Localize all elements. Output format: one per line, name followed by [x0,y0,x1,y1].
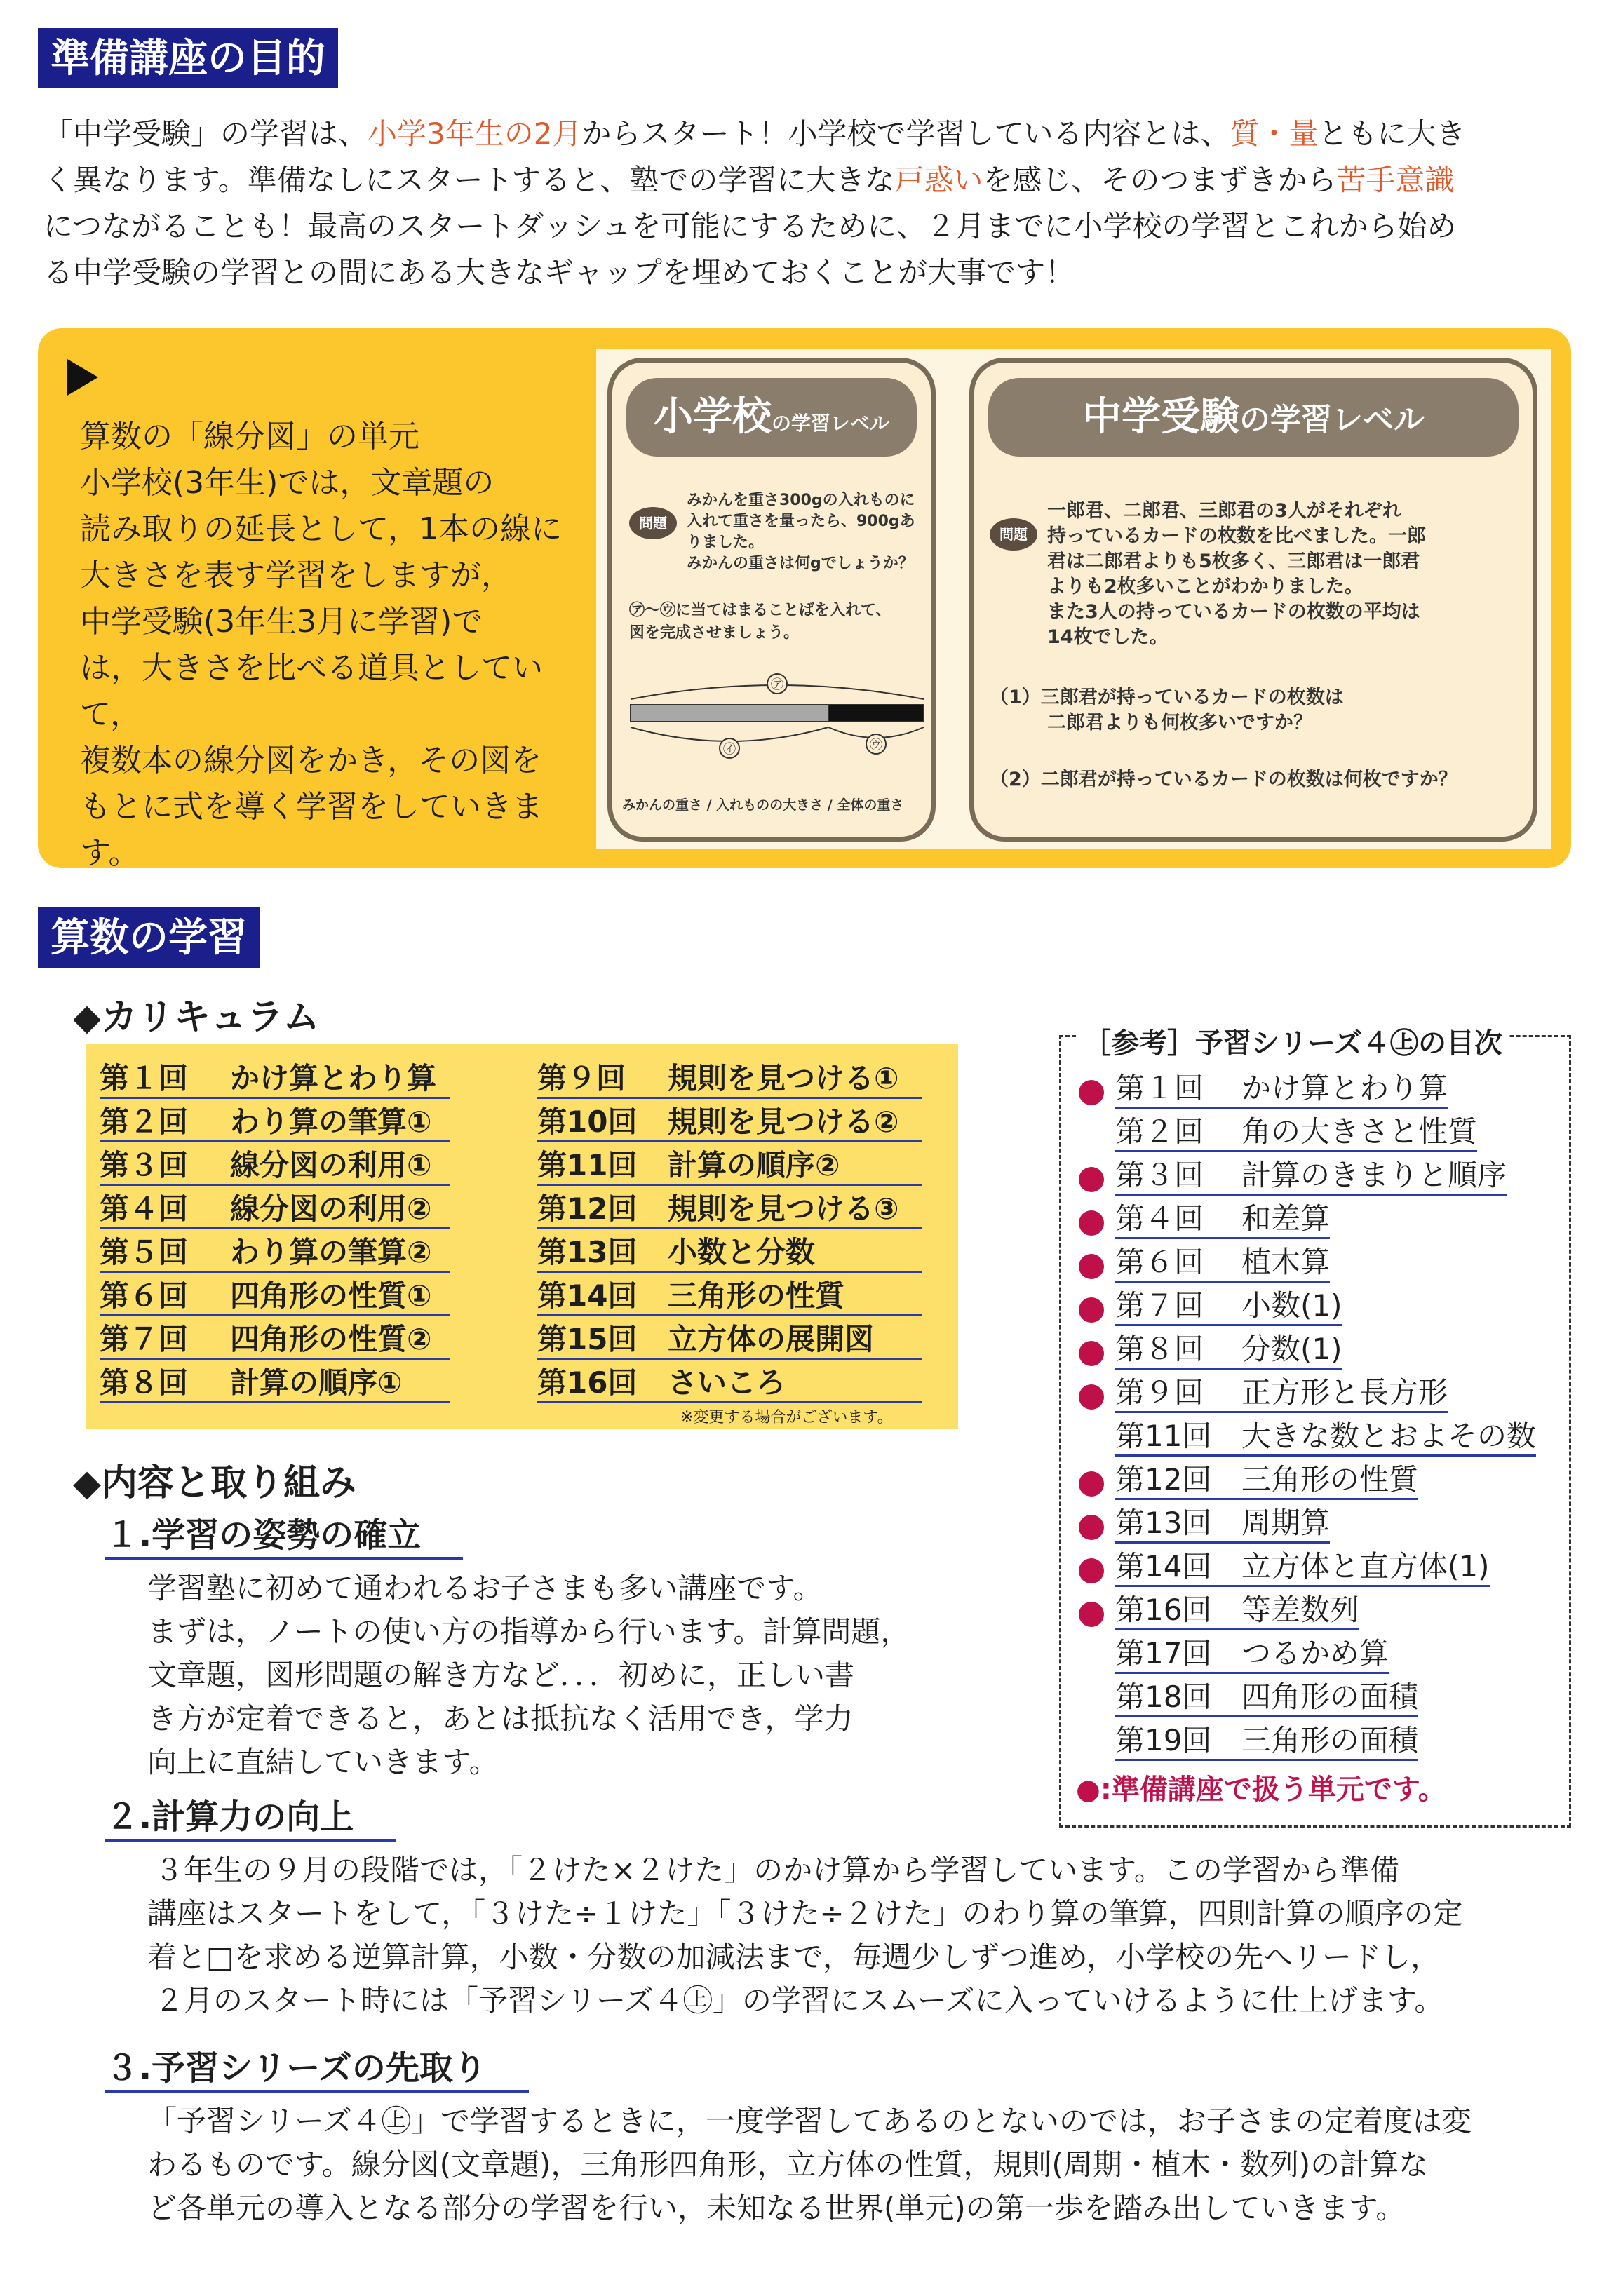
intro-line-2 [43,157,1551,203]
curr-num: 第４回 [100,1191,189,1226]
curr-title: わり算の筆算① [230,1105,432,1139]
intro-text: ともに大き [1318,116,1466,151]
reference-item [1115,1244,1330,1283]
ref-num: 第14回 [1115,1549,1212,1583]
curriculum-item [100,1104,450,1142]
elementary-instruction [629,600,891,644]
ref-num: 第12回 [1115,1462,1212,1497]
intro-paragraph [43,111,1551,296]
question-badge: 問題 [990,518,1037,551]
curr-title: 計算の順序② [668,1148,840,1182]
curr-num: 第10回 [537,1105,638,1139]
ref-title: 等差数列 [1241,1593,1360,1627]
ref-title: 和差算 [1241,1201,1331,1236]
reference-note: ●:準備講座で扱う単元です。 [1076,1774,1446,1806]
text-line: 文章題，図形問題の解き方など．．．初めに，正しい書 [147,1658,855,1692]
panel-line: 読み取りの延長として，1本の線に [80,511,563,547]
curriculum-item [100,1191,450,1229]
text-line: 学習塾に初めて通われるお子さまも多い講座です。 [147,1571,823,1605]
exam-question [1047,499,1426,650]
reference-item [1115,1679,1418,1717]
curr-title: 規則を見つける② [668,1105,899,1139]
curr-title: 規則を見つける③ [668,1191,899,1226]
red-dot-icon [1079,1602,1104,1627]
elementary-question [687,490,915,574]
calculation-text [147,1849,1578,2022]
text-line: わるものです。線分図(文章題)，三角形四角形，立方体の性質，規則(周期・植木・数列)の計算な [147,2147,1429,2182]
curr-num: 第８回 [100,1365,189,1400]
title-small: の学習レベル [1239,402,1425,438]
ref-num: 第６回 [1115,1245,1204,1279]
exam-level-card [969,358,1537,842]
exam-level-title [988,378,1519,457]
heading-text: 算数の学習 [51,915,247,961]
ref-num: 第９回 [1115,1375,1204,1410]
ref-title: つるかめ算 [1241,1636,1389,1670]
panel-line: 算数の「線分図」の単元 [80,419,419,454]
curr-num: 第２回 [100,1105,189,1139]
q-line: みかんを重さ300gの入れものに [687,492,915,509]
curr-num: 第９回 [537,1061,626,1095]
curr-title: 四角形の性質① [230,1278,432,1313]
text-line: ど各単元の導入となる部分の学習を行い，未知なる世界(単元)の第一歩を踏み出していきます。 [147,2191,1406,2225]
red-dot-icon [1079,1471,1104,1497]
reference-item [1115,1722,1418,1761]
segment-container [631,705,828,722]
intro-text: からスタート！小学校で学習している内容とは、 [581,116,1230,151]
content-title: ◆内容と取り組み [73,1462,356,1504]
ref-title: 角の大きさと性質 [1241,1114,1478,1149]
red-dot-icon [1079,1080,1104,1105]
curr-title: 小数と分数 [668,1235,816,1269]
reference-item [1115,1505,1330,1544]
exam-subquestion-2: （2）二郎君が持っているカードの枚数は何枚ですか？ [990,769,1457,790]
play-triangle-icon [67,359,98,396]
ref-num: 第13回 [1115,1506,1212,1540]
attitude-text [147,1567,1045,1784]
segment-mikan [828,705,924,722]
intro-highlight: 小学3年生の2月 [368,116,582,151]
title-main: 中学受験 [1082,394,1239,440]
q-line: 持っているカードの枚数を比べました。一郎 [1047,525,1426,547]
ref-title: 立方体と直方体(1) [1241,1549,1490,1583]
ref-title: 小数(1) [1241,1288,1342,1323]
reference-item [1115,1418,1536,1457]
red-dot-icon [1079,1254,1104,1279]
curr-title: 計算の順序① [230,1365,403,1400]
panel-line: 複数本の線分図をかき，その図を [80,743,542,778]
intro-text: を感じ、そのつまずきから [983,163,1337,197]
intro-text: く異なります。準備なしにスタートすると、塾での学習に大きな [43,163,895,197]
curriculum-item [100,1321,450,1360]
curriculum-title: ◆カリキュラム [73,997,320,1039]
curriculum-item [537,1321,922,1360]
curr-num: 第11回 [537,1148,638,1182]
panel-line: 中学受験(3年生3月に学習)で [80,604,483,640]
ref-num: 第18回 [1115,1680,1212,1714]
reference-item [1115,1461,1418,1500]
curr-num: 第３回 [100,1148,189,1182]
ref-title: 分数(1) [1241,1332,1342,1366]
curr-title: わり算の筆算② [230,1235,432,1269]
q-line: よりも2枚多いことがわかりました。 [1047,576,1364,597]
q1-line: 二郎君よりも何枚多いですか？ [1047,712,1312,734]
reference-item [1115,1288,1342,1326]
ref-title: かけ算とわり算 [1241,1071,1448,1105]
text-line: 講座はスタートをして，「３けた÷１けた」「３けた÷２けた」のわり算の筆算，四則計算の順序の定 [147,1896,1463,1931]
curr-num: 第15回 [537,1322,638,1356]
intro-highlight: 質・量 [1230,116,1319,151]
ref-num: 第４回 [1115,1201,1204,1236]
section-heading-purpose [38,28,338,88]
reference-item [1115,1635,1389,1674]
label-b: ㋑ [723,742,736,757]
curr-title: 四角形の性質② [230,1322,432,1356]
ref-title: 植木算 [1241,1245,1331,1279]
ref-title: 周期算 [1241,1506,1331,1540]
ref-num: 第17回 [1115,1636,1212,1670]
panel-description [80,414,585,877]
curr-num: 第16回 [537,1365,638,1400]
red-dot-icon [1079,1341,1104,1366]
text-line: 「予習シリーズ４㊤」で学習するときに，一度学習してあるのとないのでは，お子さまの定着度は変 [147,2104,1472,2138]
title-small: の学習レベル [771,412,889,435]
segment-diagram [626,671,928,769]
reference-item [1115,1070,1448,1109]
q-line: 入れて重さを量ったら、900gあ [687,513,915,530]
reference-item [1115,1592,1359,1630]
curr-title: 線分図の利用① [230,1148,432,1182]
ref-title: 三角形の面積 [1241,1723,1419,1757]
curriculum-item [537,1191,922,1229]
elementary-level-title [626,378,917,457]
text-line: まずは，ノートの使い方の指導から行います。計算問題， [147,1614,910,1649]
question-badge: 問題 [629,507,677,539]
exam-subquestion-1 [990,685,1344,736]
curriculum-item [537,1278,922,1316]
diagram-caption: みかんの重さ / 入れものの大きさ / 全体の重さ [622,797,904,813]
q-line: りました。 [687,534,765,551]
curr-title: かけ算とわり算 [230,1061,437,1095]
curr-num: 第12回 [537,1191,638,1226]
curr-title: 三角形の性質 [668,1278,845,1313]
curriculum-item [100,1365,450,1403]
q1-line: （1）三郎君が持っているカードの枚数は [990,687,1344,708]
text-line: 向上に直結していきます。 [147,1745,499,1779]
curriculum-item [100,1278,450,1316]
curr-title: 規則を見つける① [668,1061,899,1095]
comparison-image [596,349,1551,849]
section-title-preview: ３.予習シリーズの先取り [105,2046,529,2093]
preview-text [147,2100,1578,2230]
curriculum-item [537,1147,922,1186]
red-dot-icon [1079,1210,1104,1236]
ref-num: 第19回 [1115,1723,1212,1757]
inst-line: ㋐～㋒に当てはまることばを入れて、 [629,602,891,619]
curriculum-item [537,1234,922,1273]
curriculum-item [537,1365,922,1403]
ref-title: 三角形の性質 [1241,1462,1419,1497]
title-main: 小学校 [653,394,772,440]
curr-num: 第５回 [100,1235,189,1269]
curr-num: 第14回 [537,1278,638,1313]
curriculum-item [537,1104,922,1142]
curriculum-item [100,1147,450,1186]
curr-num: 第７回 [100,1322,189,1356]
panel-line: 小学校(3年生)では，文章題の [80,465,494,501]
panel-line: 大きさを表す学習をしますが， [80,558,512,593]
q-line: 14枚でした。 [1047,626,1169,648]
ref-num: 第11回 [1115,1419,1212,1453]
ref-title: 正方形と長方形 [1241,1375,1448,1410]
red-dot-icon [1079,1167,1104,1192]
ref-title: 計算のきまりと順序 [1241,1158,1507,1192]
text-line: ３年生の９月の段階では，「２けた×２けた」のかけ算から学習しています。この学習から準備 [154,1853,1399,1887]
ref-title: 四角形の面積 [1241,1680,1419,1714]
ref-num: 第３回 [1115,1158,1204,1192]
red-dot-icon [1079,1384,1104,1410]
ref-num: 第１回 [1115,1071,1204,1105]
reference-item [1115,1331,1342,1370]
curriculum-item [100,1060,450,1099]
panel-line: は，大きさを比べる道具としていて， [80,650,543,732]
intro-highlight: 戸惑い [894,163,983,197]
ref-num: 第16回 [1115,1593,1212,1627]
reference-item [1115,1114,1477,1152]
section-title-attitude: １.学習の姿勢の確立 [105,1513,463,1560]
inst-line: 図を完成させましょう。 [629,624,800,642]
text-line: き方が定着できると，あとは抵抗なく活用でき，学力 [147,1701,854,1736]
elementary-level-card [607,358,936,842]
intro-line-3: につながることも！最高のスタートダッシュを可能にするために、２月までに小学校の学習とこれから始め [43,209,1457,243]
section-title-calculation: ２.計算力の向上 [105,1795,396,1842]
curr-num: 第１回 [100,1061,189,1095]
curriculum-item [100,1234,450,1273]
q-line: みかんの重さは何gでしょうか？ [687,555,914,572]
curr-title: 立方体の展開図 [668,1322,875,1356]
reference-item [1115,1157,1507,1196]
intro-highlight: 苦手意識 [1336,163,1455,197]
curriculum-note: ※変更する場合がございます。 [680,1409,893,1426]
curr-num: 第６回 [100,1278,189,1313]
text-line: ２月のスタート時には「予習シリーズ４㊤」の学習にスムーズに入っていけるように仕上げます。 [154,1983,1444,2018]
curr-num: 第13回 [537,1235,638,1269]
red-dot-icon [1079,1297,1104,1323]
ref-title: 大きな数とおよその数 [1241,1419,1537,1453]
reference-item [1115,1548,1490,1587]
label-a: ㋐ [771,677,783,692]
ref-num: 第２回 [1115,1114,1204,1149]
reference-item [1115,1375,1448,1413]
ref-num: 第８回 [1115,1332,1204,1366]
curr-title: さいころ [668,1365,786,1400]
ref-num: 第７回 [1115,1288,1204,1323]
intro-line-1 [43,111,1551,157]
panel-line: もとに式を導く学習をしていきます。 [80,789,543,871]
reference-title: ［参考］予習シリーズ４㊤の目次 [1076,1021,1509,1061]
text-line: 着と□を求める逆算計算，小数・分数の加減法まで，毎週少しずつ進め，小学校の先へリードし， [147,1940,1441,1974]
section-heading-math [38,907,260,968]
q-line: また3人の持っているカードの枚数の平均は [1047,601,1420,623]
reference-item [1115,1201,1330,1239]
q-line: 一郎君、二郎君、三郎君の3人がそれぞれ [1047,500,1401,522]
heading-text: 準備講座の目的 [51,36,325,81]
label-c: ㋒ [870,738,882,752]
q-line: 君は二郎君よりも5枚多く、三郎君は一郎君 [1047,551,1420,572]
curriculum-item [537,1060,922,1099]
red-dot-icon [1079,1558,1104,1583]
curr-title: 線分図の利用② [230,1191,432,1226]
red-dot-icon [1079,1515,1104,1540]
intro-text: 「中学受験」の学習は、 [43,116,368,151]
intro-line-4: る中学受験の学習との間にある大きなギャップを埋めておくことが大事です！ [43,255,1075,290]
